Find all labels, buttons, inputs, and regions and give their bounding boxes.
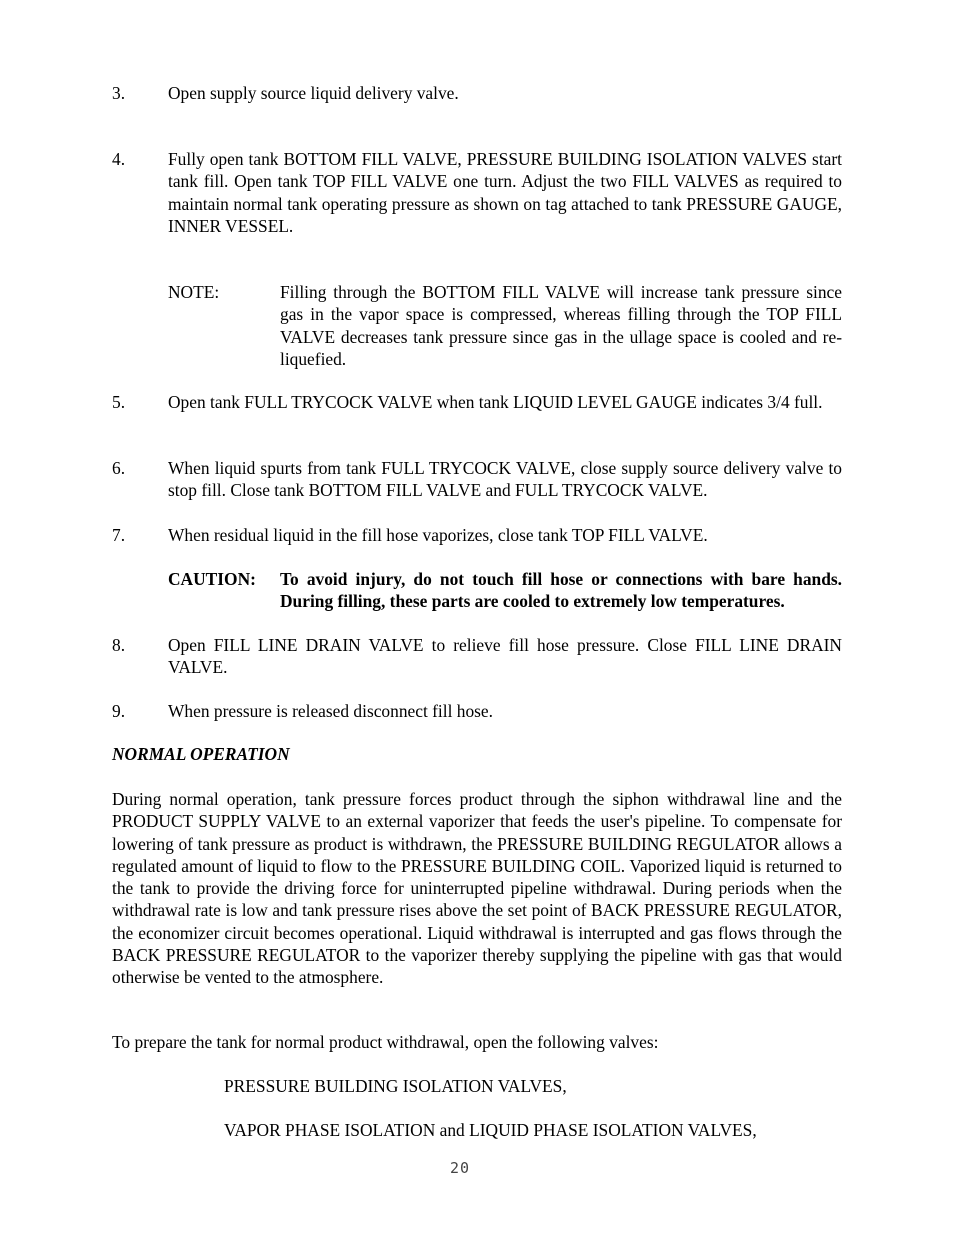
- step-text: When liquid spurts from tank FULL TRYCOCK VALVE, close supply source delivery valve to stop fill. Close tank BOTTOM FILL VALVE and FULL TRYCOCK VALVE.: [168, 458, 842, 501]
- note-text: Filling through the BOTTOM FILL VALVE will increase tank pressure since gas in the vapor space is compressed, whereas filling through the TOP FILL VALVE decreases tank pressure since gas in the ullage space is cooled and re-liquefied.: [280, 282, 842, 369]
- step-number: 8.: [112, 635, 126, 655]
- valve-item: VAPOR PHASE ISOLATION and LIQUID PHASE ISOLATION VALVES,: [224, 1120, 757, 1140]
- step-number: 6.: [112, 458, 126, 478]
- note-label: NOTE:: [168, 282, 220, 302]
- step-text: Fully open tank BOTTOM FILL VALVE, PRESSURE BUILDING ISOLATION VALVES start tank fill. Open tank TOP FILL VALVE one turn. Adjust the two FILL VALVES as required to maintain normal tank operating pressure as shown on tag attached to tank PRESSURE GAUGE, INNER VESSEL.: [168, 149, 842, 236]
- step-number: 7.: [112, 525, 126, 545]
- step-number: 5.: [112, 392, 126, 412]
- step-text: Open tank FULL TRYCOCK VALVE when tank LIQUID LEVEL GAUGE indicates 3/4 full.: [168, 392, 823, 412]
- step-number: 3.: [112, 83, 126, 103]
- valve-item: PRESSURE BUILDING ISOLATION VALVES,: [224, 1076, 567, 1096]
- caution-text: To avoid injury, do not touch fill hose or connections with bare hands. During filling, these parts are cooled to extremely low temperatures.: [280, 569, 842, 612]
- step-number: 9.: [112, 701, 126, 721]
- step-text: When pressure is released disconnect fill hose.: [168, 701, 493, 721]
- step-text: Open FILL LINE DRAIN VALVE to relieve fill hose pressure. Close FILL LINE DRAIN VALVE.: [168, 635, 842, 678]
- step-text: Open supply source liquid delivery valve.: [168, 83, 459, 103]
- normal-operation-paragraph: During normal operation, tank pressure forces product through the siphon withdrawal line and the PRODUCT SUPPLY VALVE to an external vaporizer that feeds the user's pipeline. To compensate for lowering of tank pressure as product is withdrawn, the PRESSURE BUILDING REGULATOR allows a regulated amount of liquid to flow to the PRESSURE BUILDING COIL. Vaporized liquid is returned to the tank to provide the driving force for uninterrupted pipeline withdrawal. During periods when the withdrawal rate is low and tank pressure rises above the set point of BACK PRESSURE REGULATOR, the economizer circuit becomes operational. Liquid withdrawal is interrupted and gas flows through the BACK PRESSURE REGULATOR to the vaporizer thereby supplying the pipeline with gas that would otherwise be vented to the atmosphere.: [112, 789, 842, 988]
- prepare-paragraph: To prepare the tank for normal product withdrawal, open the following valves:: [112, 1032, 659, 1052]
- step-number: 4.: [112, 149, 126, 169]
- section-heading: NORMAL OPERATION: [112, 744, 290, 764]
- page-number: 20: [449, 1159, 471, 1177]
- step-text: When residual liquid in the fill hose vaporizes, close tank TOP FILL VALVE.: [168, 525, 708, 545]
- caution-label: CAUTION:: [168, 569, 256, 589]
